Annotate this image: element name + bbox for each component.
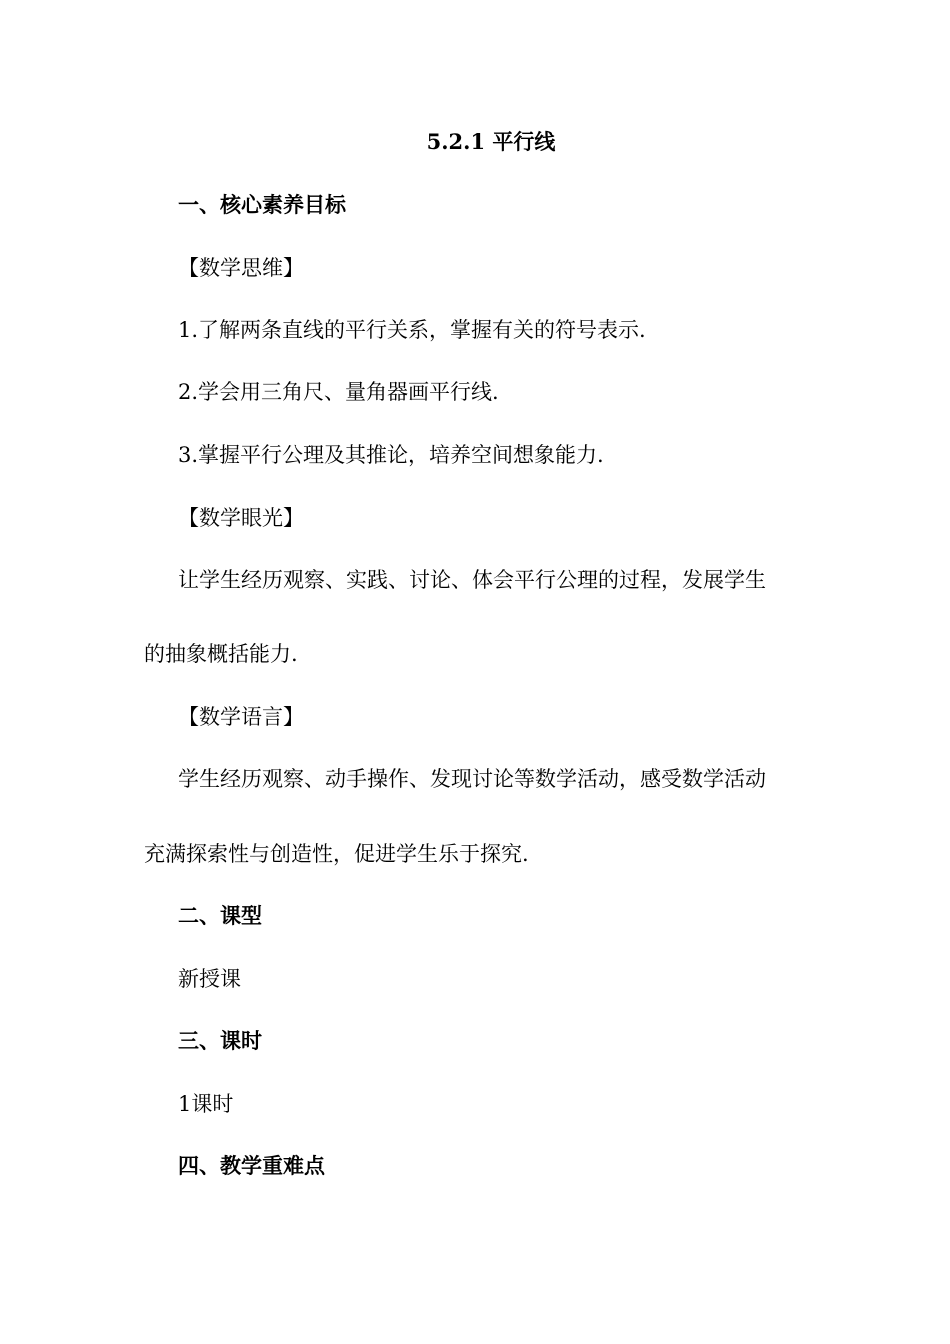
section-heading-goals: 一、核心素养目标 bbox=[178, 192, 346, 217]
section-heading-hours: 三、课时 bbox=[178, 1028, 262, 1053]
subsection-label-thinking: 【数学思维】 bbox=[178, 256, 304, 280]
subsection-label-vision: 【数学眼光】 bbox=[178, 506, 304, 530]
list-item: 2.学会用三角尺、量角器画平行线. bbox=[178, 380, 499, 404]
list-item: 1.了解两条直线的平行关系，掌握有关的符号表示. bbox=[178, 318, 646, 342]
section-heading-key-points: 四、教学重难点 bbox=[178, 1153, 325, 1178]
list-item: 3.掌握平行公理及其推论，培养空间想象能力. bbox=[178, 443, 604, 467]
subsection-label-language: 【数学语言】 bbox=[178, 705, 304, 729]
paragraph-line: 让学生经历观察、实践、讨论、体会平行公理的过程，发展学生 bbox=[178, 568, 766, 592]
document-title: 5.2.1 平行线 bbox=[426, 129, 556, 154]
section-content-hours: 1课时 bbox=[178, 1092, 234, 1116]
section-content-type: 新授课 bbox=[178, 967, 241, 991]
paragraph-line: 学生经历观察、动手操作、发现讨论等数学活动，感受数学活动 bbox=[178, 767, 766, 791]
paragraph-line: 充满探索性与创造性，促进学生乐于探究. bbox=[144, 842, 529, 866]
paragraph-line: 的抽象概括能力. bbox=[144, 642, 298, 666]
section-heading-type: 二、课型 bbox=[178, 903, 262, 928]
